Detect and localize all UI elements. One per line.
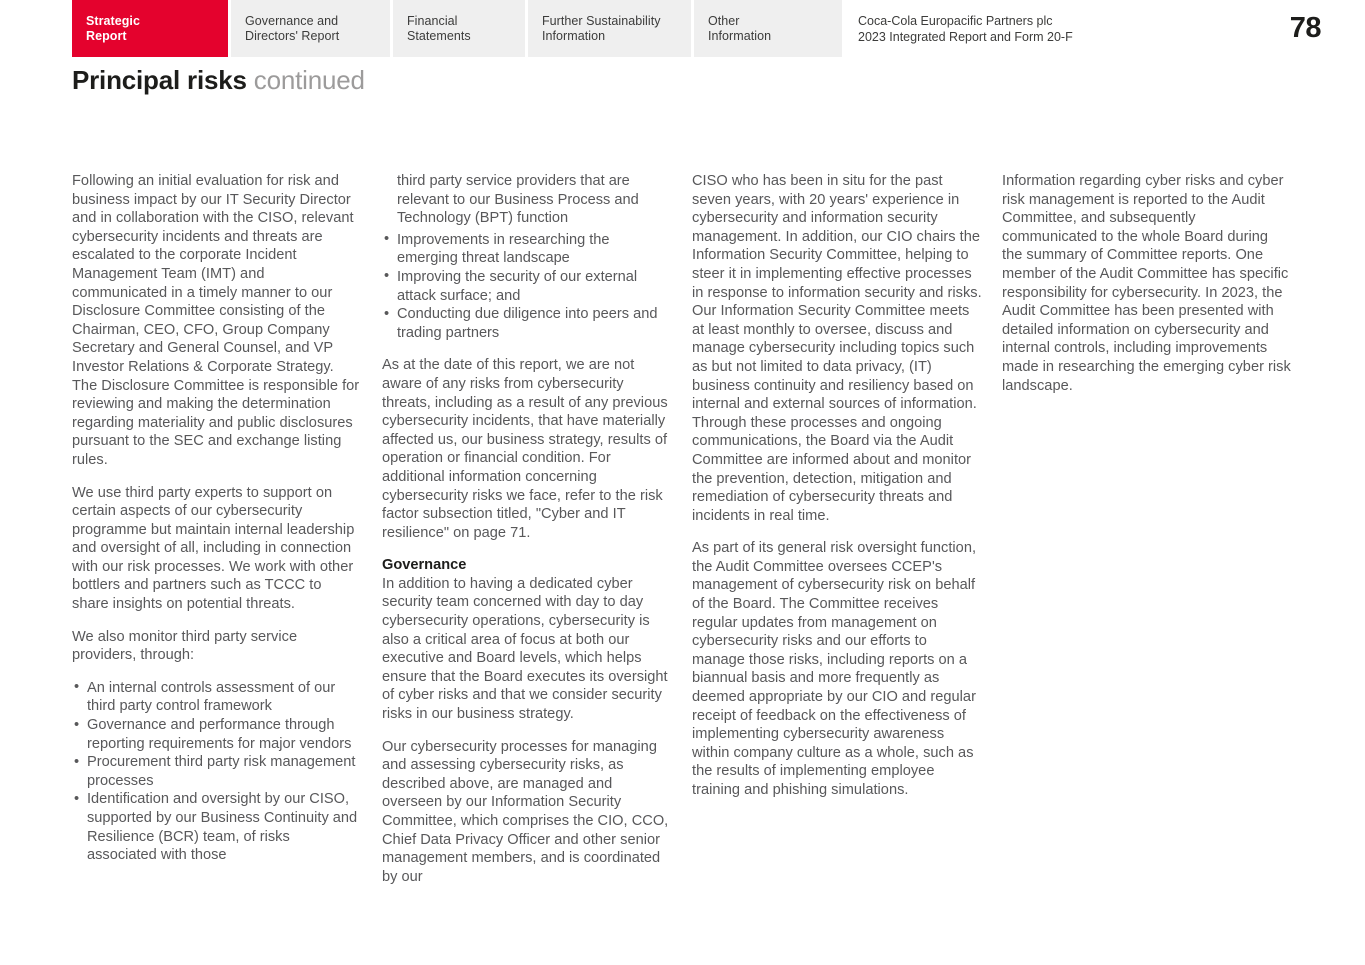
tab-governance-line2: Directors' Report — [245, 28, 340, 43]
report-title-line: 2023 Integrated Report and Form 20-F — [858, 29, 1073, 44]
body-columns — [72, 172, 1294, 886]
tab-financial-line2: Statements — [407, 28, 471, 43]
list-item: • Identification and oversight by our CISO, supported by our Business Continuity and Resilience (BCR) team, of risks associated with those — [72, 790, 362, 864]
text-column-1 — [72, 172, 362, 865]
tab-other-information[interactable] — [694, 0, 842, 57]
page-title-main: Principal risks — [72, 65, 247, 95]
page-title-suffix: continued — [253, 65, 365, 95]
col1-paragraph-1: Following an initial evaluation for risk and business impact by our IT Security Director and in collaboration with the CISO, relevant cybersecurity incidents and threats are escalated to the corporate Incident Management Team (IMT) and communicated in a timely manner to our Disclosure Committee consisting of the Chairman, CEO, CFO, Group Company Secretary and General Counsel, and VP Investor Relations & Corporate Strategy. The Disclosure Committee is responsible for reviewing and making the determination regarding materiality and public disclosures pursuant to the SEC and exchange listing rules. — [72, 173, 360, 468]
col2-paragraph-1: As at the date of this report, we are not aware of any risks from cybersecurity threats, including as a result of any previous cybersecurity incidents, that have materially affected us, our business strategy, results of operation or financial condition. For additional information concerning cybersecurity risks we face, refer to the risk factor subsection titled, "Cyber and IT resilience" on page 71. — [382, 357, 668, 541]
list-item: • Improvements in researching the emerging threat landscape — [382, 231, 672, 268]
list-item: • Procurement third party risk management processes — [72, 753, 362, 790]
tab-other-line2: Information — [708, 28, 772, 43]
tab-strategic-report-line1: Strategic — [86, 13, 140, 28]
col3-paragraph-1: CISO who has been in situ for the past seven years, with 20 years' experience in cybersecurity and information security management. In addition, our CIO chairs the Information Security Committee, helping to steer it in implementing effective processes in response to information security and risks. Our Information Security Committee meets at least monthly to oversee, discuss and manage cybersecurity including topics such as but not limited to data privacy, (IT) business continuity and resiliency based on internal and external sources of information. Through these processes and ongoing communications, the Board via the Audit Committee are informed about and monitor the prevention, detection, mitigation and remediation of cybersecurity threats and incidents in real time. — [692, 173, 982, 524]
header-left-spacer — [0, 0, 72, 57]
col1-paragraph-2: We use third party experts to support on certain aspects of our cybersecurity programme but maintain internal leadership and oversight of all, including in connection with our risk processes. We work with other bottlers and partners such as TCCC to share insights on potential threats. — [72, 484, 355, 613]
tab-strategic-report-line2: Report — [86, 28, 127, 43]
tab-further-sustainability-information[interactable] — [528, 0, 691, 57]
col4-paragraph-1: Information regarding cyber risks and cyber risk management is reported to the Audit Committee, and subsequently communicated to the whole Board during the summary of Committee reports. One member of the Audit Committee has specific responsibility for cybersecurity. In 2023, the Audit Committee has been presented with detailed information on cybersecurity and internal controls, including improvements made in researching the emerging cyber risk landscape. — [1002, 173, 1291, 394]
list-item: • Improving the security of our external attack surface; and — [382, 268, 672, 305]
tab-sustainability-line2: Information — [542, 28, 606, 43]
governance-subheading: Governance — [382, 557, 467, 574]
tab-financial-line1: Financial — [407, 13, 458, 28]
col1-paragraph-3: We also monitor third party service providers, through: — [72, 628, 298, 664]
col3-paragraph-2: As part of its general risk oversight function, the Audit Committee oversees CCEP's management of cybersecurity risk on behalf of the Board. The Committee receives regular updates from management on cybersecurity risks and our efforts to manage those risks, including reports on a biannual basis and more frequently as deemed appropriate by our CIO and regular receipt of feedback on the effectiveness of implementing cybersecurity awareness within company culture as a whole, such as the results of implementing employee training and phishing simulations. — [692, 540, 977, 798]
tab-governance-and-directors-report[interactable] — [231, 0, 390, 57]
list-item: • Governance and performance through reporting requirements for major vendors — [72, 716, 362, 753]
tab-strategic-report[interactable] — [72, 0, 228, 57]
col2-bullet-list — [382, 231, 672, 343]
text-column-4 — [1002, 172, 1292, 395]
tab-financial-statements[interactable] — [393, 0, 525, 57]
page-title — [72, 64, 365, 96]
tab-sustainability-line1: Further Sustainability — [542, 13, 661, 28]
list-item: • An internal controls assessment of our third party control framework — [72, 679, 362, 716]
col1-bullet-list — [72, 679, 362, 865]
report-identifier — [845, 0, 1290, 57]
col2-bullet-continuation: third party service providers that are relevant to our Business Process and Technology (BPT) function — [397, 173, 639, 227]
tab-governance-line1: Governance and — [245, 13, 339, 28]
text-column-2 — [382, 172, 672, 886]
section-navigation-bar — [0, 0, 1365, 57]
tab-other-line1: Other — [708, 13, 740, 28]
report-company-name: Coca-Cola Europacific Partners plc — [858, 13, 1053, 28]
list-item: • Conducting due diligence into peers and trading partners — [382, 305, 672, 342]
col2-paragraph-2: In addition to having a dedicated cyber security team concerned with day to day cybersecurity operations, cybersecurity is also a critical area of focus at both our executive and Board levels, which helps ensure that the Board executes its oversight of cyber risks and that we consider security risks in our business strategy. — [382, 575, 668, 723]
page-number: 78 — [1289, 12, 1321, 44]
col2-paragraph-3: Our cybersecurity processes for managing and assessing cybersecurity risks, as described above, are managed and overseen by our Information Security Committee, which comprises the CIO, CCO, Chief Data Privacy Officer and other senior management members, and is coordinated by our — [382, 738, 669, 885]
text-column-3 — [692, 172, 982, 800]
